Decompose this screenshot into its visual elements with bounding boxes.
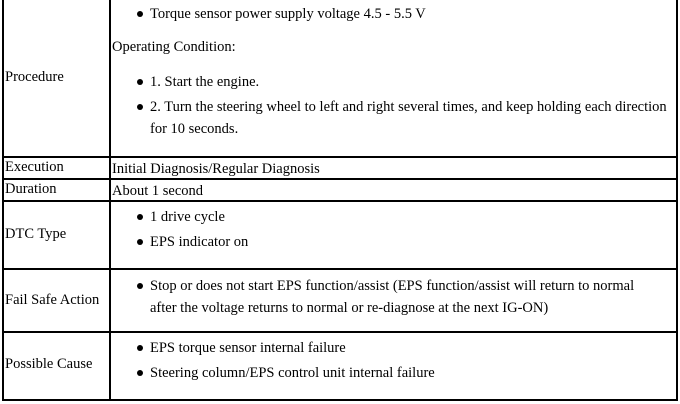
row-fail-safe-action — [2, 270, 678, 333]
row-duration — [2, 180, 678, 202]
operating-condition-heading: Operating Condition: — [112, 39, 236, 55]
fail-safe-action-item: Stop or does not start EPS function/assist (EPS function/assist will return to normal after the voltage returns to normal or re-diagnose at the next IG-ON) — [112, 275, 660, 319]
duration-label: Duration — [5, 181, 57, 197]
procedure-step-1: 1. Start the engine. — [112, 71, 674, 93]
possible-cause-item: EPS torque sensor internal failure — [112, 337, 674, 359]
row-dtc-type — [2, 202, 678, 270]
procedure-step-2: 2. Turn the steering wheel to left and right several times, and keep holding each direction for 10 seconds. — [112, 96, 674, 140]
execution-label: Execution — [5, 159, 64, 175]
spec-table — [2, 0, 678, 401]
procedure-label: Procedure — [5, 69, 64, 85]
procedure-content — [112, 3, 674, 140]
fail-safe-action-content — [112, 275, 660, 319]
possible-cause-content — [112, 337, 674, 384]
dtc-type-item: EPS indicator on — [112, 231, 674, 253]
fail-safe-action-label: Fail Safe Action — [5, 292, 100, 308]
possible-cause-item: Steering column/EPS control unit internal failure — [112, 362, 674, 384]
row-possible-cause — [2, 333, 678, 401]
dtc-type-content — [112, 206, 674, 253]
dtc-type-label: DTC Type — [5, 226, 67, 242]
duration-value: About 1 second — [112, 183, 204, 199]
procedure-bullet-voltage: Torque sensor power supply voltage 4.5 - 5.5 V — [112, 3, 674, 25]
row-procedure — [2, 0, 678, 158]
row-execution — [2, 158, 678, 180]
execution-value: Initial Diagnosis/Regular Diagnosis — [112, 161, 320, 177]
dtc-type-item: 1 drive cycle — [112, 206, 674, 228]
possible-cause-label: Possible Cause — [5, 356, 93, 372]
